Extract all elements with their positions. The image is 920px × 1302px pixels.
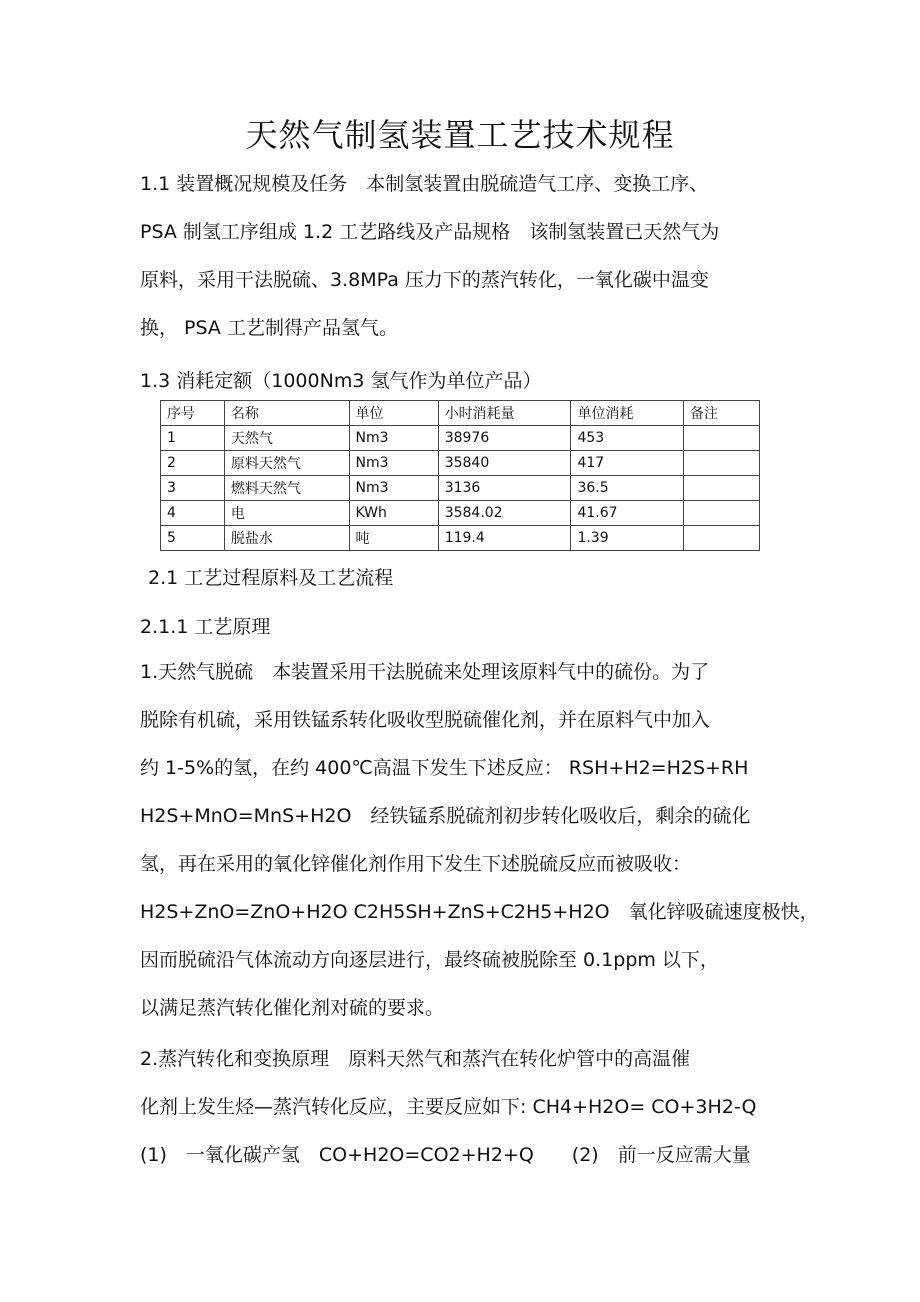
table-header-cell: 名称 (224, 401, 349, 426)
text-line: 1.1 装置概况规模及任务 本制氢装置由脱硫造气工序、变换工序、 (140, 173, 709, 195)
text-line: 因而脱硫沿气体流动方向逐层进行，最终硫被脱除至 0.1ppm 以下， (140, 949, 719, 971)
table-cell: 417 (571, 451, 684, 476)
text-line: 脱除有机硫，采用铁锰系转化吸收型脱硫催化剂，并在原料气中加入 (140, 709, 711, 731)
table-cell: 脱盐水 (224, 526, 349, 551)
table-cell: 453 (571, 426, 684, 451)
text-line: 1.天然气脱硫 本装置采用干法脱硫来处理该原料气中的硫份。为了 (140, 661, 710, 683)
table-cell: Nm3 (349, 476, 438, 501)
text-line: (1) 一氧化碳产氢 CO+H2O=CO2+H2+Q (2) 前一反应需大量 (140, 1144, 751, 1166)
table-cell: 4 (161, 501, 225, 526)
table-cell: 天然气 (224, 426, 349, 451)
table-cell (683, 451, 759, 476)
text-line: 化剂上发生烃—蒸汽转化反应，主要反应如下: CH4+H2O= CO+3H2-Q (140, 1096, 757, 1118)
table-header-cell: 序号 (161, 401, 225, 426)
section-1-1-paragraph (140, 160, 782, 352)
table-cell: 3136 (438, 476, 571, 501)
table-cell: 燃料天然气 (224, 476, 349, 501)
table-row (161, 476, 760, 501)
table-header-cell: 单位消耗 (571, 401, 684, 426)
text-line: 以满足蒸汽转化催化剂对硫的要求。 (140, 997, 445, 1019)
text-line: 氢，再在采用的氧化锌催化剂作用下发生下述脱硫反应而被吸收： (140, 853, 692, 875)
table-cell: Nm3 (349, 426, 438, 451)
table-cell (683, 501, 759, 526)
desulfurization-paragraph (140, 648, 819, 1032)
table-cell: 2 (161, 451, 225, 476)
table-header-cell: 单位 (349, 401, 438, 426)
table-row (161, 451, 760, 476)
table-cell: 吨 (349, 526, 438, 551)
steam-reforming-paragraph (140, 1035, 782, 1179)
table-cell: 5 (161, 526, 225, 551)
table-header-cell: 备注 (683, 401, 759, 426)
table-row (161, 526, 760, 551)
table-cell (683, 426, 759, 451)
heading-2-1: 2.1 工艺过程原料及工艺流程 (148, 567, 394, 589)
table-cell: 36.5 (571, 476, 684, 501)
table-row (161, 426, 760, 451)
table-cell: Nm3 (349, 451, 438, 476)
table-cell: 41.67 (571, 501, 684, 526)
heading-2-1-1: 2.1.1 工艺原理 (140, 616, 271, 638)
table-cell: 3 (161, 476, 225, 501)
table-header-row (161, 401, 760, 426)
table-cell (683, 476, 759, 501)
text-line: 约 1-5%的氢，在约 400℃高温下发生下述反应： RSH+H2=H2S+RH (140, 757, 749, 779)
heading-1-3: 1.3 消耗定额（1000Nm3 氢气作为单位产品） (140, 370, 542, 392)
text-line: 2.蒸汽转化和变换原理 原料天然气和蒸汽在转化炉管中的高温催 (140, 1048, 691, 1070)
table-cell: 1.39 (571, 526, 684, 551)
table-cell: KWh (349, 501, 438, 526)
table-cell: 原料天然气 (224, 451, 349, 476)
table-cell: 38976 (438, 426, 571, 451)
text-line: H2S+ZnO=ZnO+H2O C2H5SH+ZnS+C2H5+H2O 氧化锌吸硫速度极快， (140, 901, 819, 923)
text-line: 换， PSA 工艺制得产品氢气。 (140, 317, 398, 339)
text-line: H2S+MnO=MnS+H2O 经铁锰系脱硫剂初步转化吸收后，剩余的硫化 (140, 805, 751, 827)
text-line: 原料，采用干法脱硫、3.8MPa 压力下的蒸汽转化，一氧化碳中温变 (140, 269, 709, 291)
page-title: 天然气制氢装置工艺技术规程 (245, 116, 675, 154)
text-line: PSA 制氢工序组成 1.2 工艺路线及产品规格 该制氢装置已天然气为 (140, 221, 720, 243)
table-cell: 电 (224, 501, 349, 526)
table-cell (683, 526, 759, 551)
table-header-cell: 小时消耗量 (438, 401, 571, 426)
consumption-table (160, 400, 760, 551)
table-cell: 119.4 (438, 526, 571, 551)
table-row (161, 501, 760, 526)
table-cell: 1 (161, 426, 225, 451)
table-cell: 3584.02 (438, 501, 571, 526)
table-cell: 35840 (438, 451, 571, 476)
